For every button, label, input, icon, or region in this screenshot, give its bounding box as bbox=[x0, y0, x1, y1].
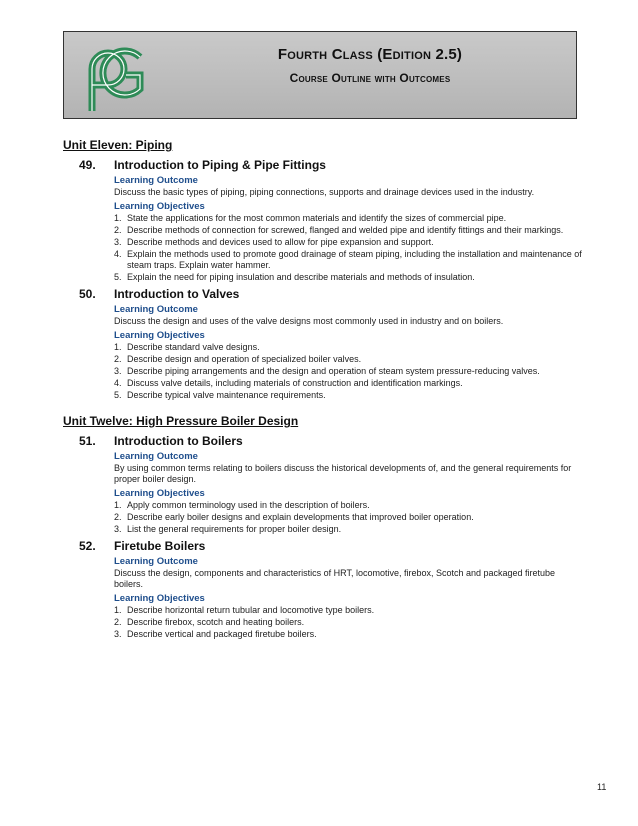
learning-objectives-label: Learning Objectives bbox=[114, 593, 205, 604]
objective-number: 3. bbox=[114, 524, 122, 534]
course-number: 49. bbox=[79, 158, 96, 172]
objective-text: State the applications for the most common materials and identify the sizes of commercial pipe. bbox=[127, 213, 507, 223]
unit-title: Unit Twelve: High Pressure Boiler Design bbox=[63, 414, 299, 428]
unit-section bbox=[63, 138, 583, 401]
objective-item bbox=[114, 213, 583, 224]
objective-item bbox=[114, 500, 583, 511]
objective-number: 5. bbox=[114, 272, 122, 282]
objective-number: 4. bbox=[114, 249, 122, 259]
learning-outcome-label: Learning Outcome bbox=[114, 175, 198, 186]
objective-text: Describe design and operation of specialized boiler valves. bbox=[127, 354, 362, 364]
learning-outcome-text: Discuss the design, components and characteristics of HRT, locomotive, firebox, Scotch and packaged firetube boilers. bbox=[114, 568, 556, 589]
course-heading bbox=[79, 287, 583, 301]
course-title: Introduction to Valves bbox=[114, 287, 240, 301]
objective-item bbox=[114, 605, 583, 616]
course-item bbox=[79, 158, 583, 283]
course-body bbox=[114, 451, 583, 535]
course-item bbox=[79, 434, 583, 535]
learning-objectives-label: Learning Objectives bbox=[114, 330, 205, 341]
learning-outcome-text: Discuss the design and uses of the valve designs most commonly used in industry and on boilers. bbox=[114, 316, 504, 326]
objective-text: Describe vertical and packaged firetube boilers. bbox=[127, 629, 317, 639]
course-number: 50. bbox=[79, 287, 96, 301]
objective-number: 1. bbox=[114, 342, 122, 352]
objective-number: 5. bbox=[114, 390, 122, 400]
course-heading bbox=[79, 434, 583, 448]
objective-number: 2. bbox=[114, 225, 122, 235]
objective-item bbox=[114, 629, 583, 640]
objective-number: 4. bbox=[114, 378, 122, 388]
objective-item bbox=[114, 272, 583, 283]
objective-text: Discuss valve details, including materials of construction and identification markings. bbox=[127, 378, 463, 388]
document-subtitle: Course Outline with Outcomes bbox=[289, 71, 451, 85]
objective-number: 2. bbox=[114, 512, 122, 522]
learning-outcome-text: By using common terms relating to boilers discuss the historical developments of, and the general requirements for proper boiler design. bbox=[114, 463, 572, 484]
objective-number: 3. bbox=[114, 366, 122, 376]
objective-item bbox=[114, 342, 583, 353]
objective-item bbox=[114, 354, 583, 365]
objectives-list bbox=[114, 605, 583, 640]
page-header bbox=[63, 31, 577, 119]
objective-item bbox=[114, 378, 583, 389]
objectives-list bbox=[114, 342, 583, 401]
objectives-list bbox=[114, 500, 583, 535]
objective-number: 3. bbox=[114, 237, 122, 247]
learning-outcome-text: Discuss the basic types of piping, piping connections, supports and drainage devices used in the industry. bbox=[114, 187, 535, 197]
objective-item bbox=[114, 617, 583, 628]
document-title: Fourth Class (Edition 2.5) bbox=[277, 46, 463, 63]
course-number: 52. bbox=[79, 539, 96, 553]
course-body bbox=[114, 556, 583, 640]
objective-text: Describe methods and devices used to allow for pipe expansion and support. bbox=[127, 237, 434, 247]
objective-number: 1. bbox=[114, 605, 122, 615]
learning-objectives-label: Learning Objectives bbox=[114, 201, 205, 212]
objective-number: 1. bbox=[114, 213, 122, 223]
course-heading bbox=[79, 158, 583, 172]
course-item bbox=[79, 287, 583, 401]
learning-outcome-label: Learning Outcome bbox=[114, 304, 198, 315]
course-item bbox=[79, 539, 583, 640]
course-body bbox=[114, 175, 583, 283]
learning-outcome-label: Learning Outcome bbox=[114, 556, 198, 567]
objectives-list bbox=[114, 213, 583, 283]
page-number: 11 bbox=[597, 782, 607, 792]
learning-objectives-label: Learning Objectives bbox=[114, 488, 205, 499]
objective-text: Explain the methods used to promote good drainage of steam piping, including the installation and maintenance of steam traps. Explain water hammer. bbox=[127, 249, 582, 270]
objective-number: 2. bbox=[114, 354, 122, 364]
objective-item bbox=[114, 366, 583, 377]
objective-item bbox=[114, 390, 583, 401]
course-title: Introduction to Boilers bbox=[114, 434, 243, 448]
course-heading bbox=[79, 539, 583, 553]
objective-item bbox=[114, 225, 583, 236]
course-number: 51. bbox=[79, 434, 96, 448]
course-body bbox=[114, 304, 583, 401]
objective-text: Describe typical valve maintenance requirements. bbox=[127, 390, 326, 400]
objective-text: Explain the need for piping insulation and describe materials and methods of insulation. bbox=[127, 272, 475, 282]
course-outline bbox=[63, 138, 583, 644]
unit-title: Unit Eleven: Piping bbox=[63, 138, 173, 152]
objective-item bbox=[114, 524, 583, 535]
objective-text: Describe firebox, scotch and heating boilers. bbox=[127, 617, 305, 627]
course-title: Introduction to Piping & Pipe Fittings bbox=[114, 158, 326, 172]
objective-item bbox=[114, 512, 583, 523]
objective-text: Describe standard valve designs. bbox=[127, 342, 260, 352]
objective-text: Apply common terminology used in the description of boilers. bbox=[127, 500, 370, 510]
objective-text: Describe methods of connection for screwed, flanged and welded pipe and identify fittings and their markings. bbox=[127, 225, 564, 235]
objective-item bbox=[114, 237, 583, 248]
learning-outcome-label: Learning Outcome bbox=[114, 451, 198, 462]
objective-text: List the general requirements for proper boiler design. bbox=[127, 524, 342, 534]
course-title: Firetube Boilers bbox=[114, 539, 206, 553]
objective-text: Describe early boiler designs and explain developments that improved boiler operation. bbox=[127, 512, 474, 522]
unit-section bbox=[63, 414, 583, 640]
objective-text: Describe piping arrangements and the design and operation of steam system pressure-reducing valves. bbox=[127, 366, 540, 376]
objective-text: Describe horizontal return tubular and locomotive type boilers. bbox=[127, 605, 375, 615]
pg-logo-icon bbox=[82, 39, 146, 115]
objective-number: 1. bbox=[114, 500, 122, 510]
objective-number: 3. bbox=[114, 629, 122, 639]
objective-item bbox=[114, 249, 583, 271]
title-block bbox=[164, 46, 576, 85]
objective-number: 2. bbox=[114, 617, 122, 627]
